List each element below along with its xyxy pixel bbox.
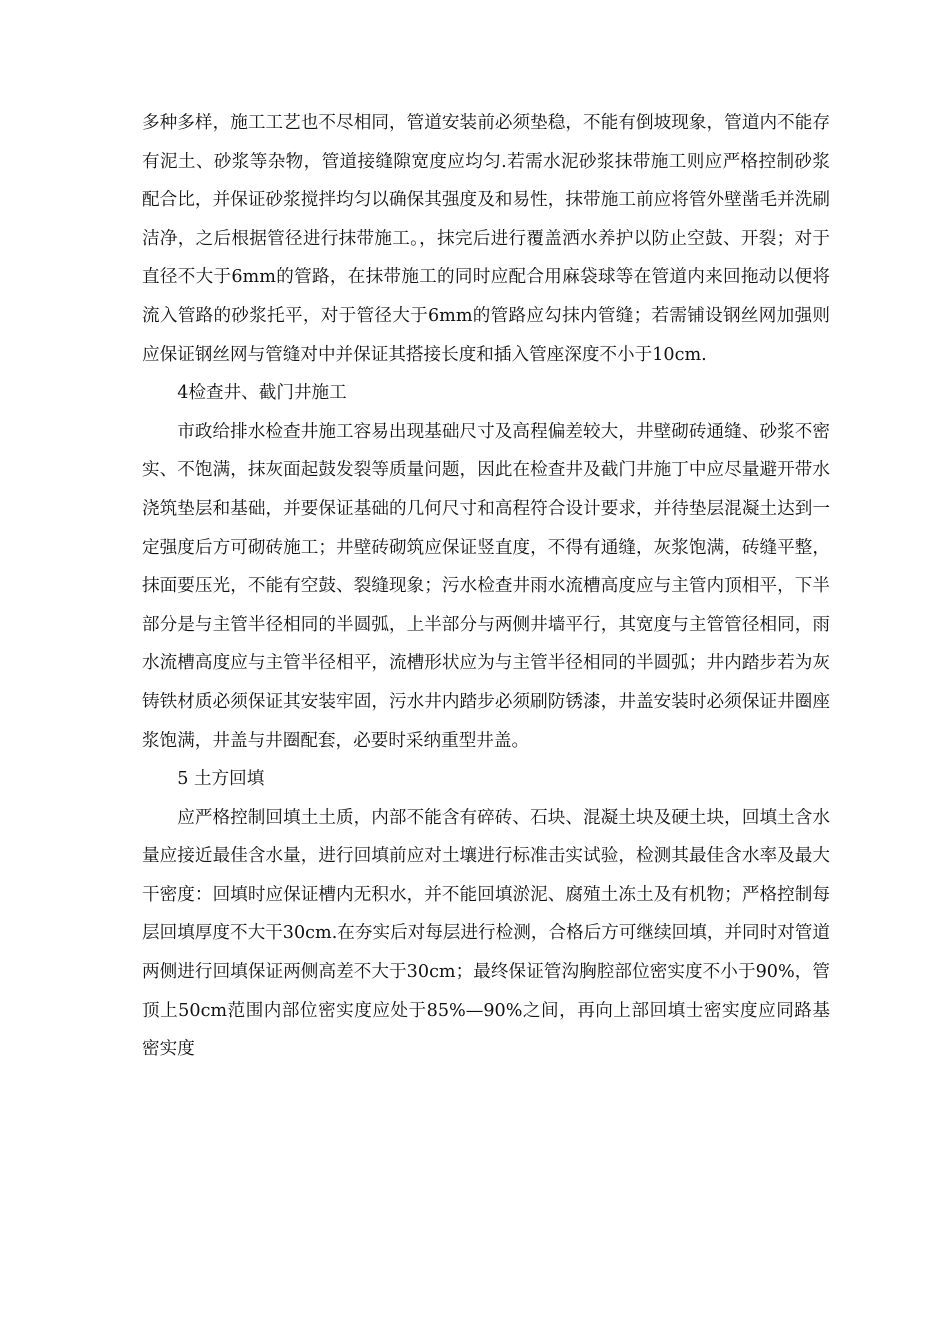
section-heading-4: 4检查井、截门井施工 — [177, 383, 347, 404]
section-5-paragraph: 应严格控制回填土土质，内部不能含有碎砖、石块、混凝土块及硬土块，回填土含水量应接近最佳含水量，进行回填前应对土壤进行标准击实试验，检测其最佳含水率及最大干密度：回填时应保证槽内无积水，并不能回填淤泥、腐殖土冻土及有机物；严格控制每层回填厚度不大干30cm.在夯实后对每层进行检测，合格后方可继续回填，并同时对管道两侧进行回填保证两侧高差不大于30cm；最终保证管沟胸腔部位密实度不小于90%，管顶上50cm范围内部位密实度应处于85%—90%之间，再向上部回填士密实度应同路基密实度 — [142, 807, 830, 1060]
document-body — [142, 104, 830, 1069]
paragraph-continued: 多种多样，施工工艺也不尽相同，管道安装前必须垫稳，不能有倒坡现象，管道内不能存有泥土、砂浆等杂物，管道接缝隙宽度应均匀.若需水泥砂浆抹带施工则应严格控制砂浆配合比，并保证砂浆搅拌均匀以确保其强度及和易性，抹带施工前应将管外壁凿毛并洗刷洁净，之后根据管径进行抹带施工。，抹完后进行覆盖洒水养护以防止空鼓、开裂；对于直径不大于6mm的管路，在抹带施工的同时应配合用麻袋球等在管道内来回拖动以便将流入管路的砂浆托平，对于管径大于6mm的管路应勾抹内管缝；若需铺设钢丝网加强则应保证钢丝网与管缝对中并保证其搭接长度和插入管座深度不小于10cm. — [142, 113, 830, 365]
section-4-paragraph: 市政给排水检查井施工容易出现基础尺寸及高程偏差较大，井壁砌砖通缝、砂浆不密实、不饱满，抹灰面起鼓发裂等质量问题，因此在检查井及截门井施丁中应尽量避开带水浇筑垫层和基础，并要保证基础的几何尺寸和高程符合设计要求，并待垫层混凝土达到一定强度后方可砌砖施工；井壁砖砌筑应保证竖直度，不得有通缝，灰浆饱满，砖缝平整，抹面要压光，不能有空鼓、裂缝现象；污水检查井雨水流槽高度应与主管内顶相平，下半部分是与主管半径相同的半圆弧，上半部分与两侧井墙平行，其宽度与主管管径相同，雨水流槽高度应与主管半径相平，流槽形状应为与主管半径相同的半圆弧；井内踏步若为灰铸铁材质必须保证其安装牢固，污水井内踏步必须刷防锈漆，井盖安装时必须保证井圈座浆饱满，井盖与井圈配套，必要时采纳重型井盖。 — [142, 421, 830, 751]
section-heading-5: 5 土方回填 — [177, 769, 265, 790]
